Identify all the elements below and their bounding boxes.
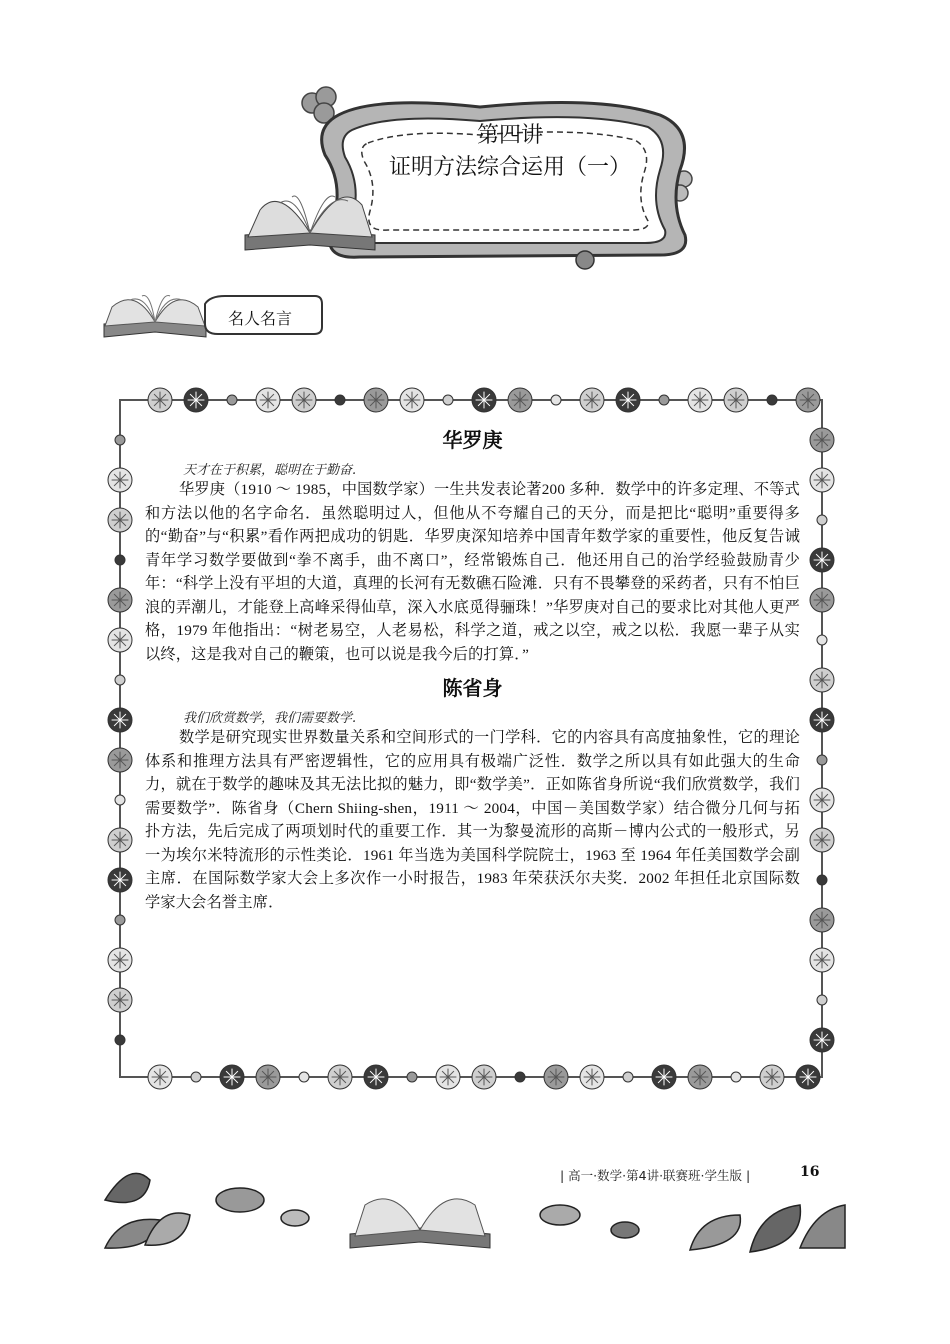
open-book-icon (350, 1199, 490, 1248)
bio-name: 陈省身 (442, 676, 503, 700)
footer-breadcrumb: | 高一·数学·第4讲·联赛班·学生版 | (560, 1168, 751, 1183)
frame-ornament-icon (115, 915, 125, 925)
leaf-icon (105, 1173, 190, 1248)
frame-ornament-icon (191, 1072, 201, 1082)
frame-ornament-icon (299, 1072, 309, 1082)
bio-text: 数学是研究现实世界数量关系和空间形式的一门学科．它的内容具有高度抽象性，它的理论体系和推理方法具有严密逻辑性，它的应用具有极端广泛性．数学之所以具有如此强大的生命力，就在于数学的趣味及其无法比拟的魅力，即“数学美”．正如陈省身所说“我们欣赏数学，我们需要数学”．陈省身（Chern Shiing-shen，1911 ～ 2004，中国－美国数学家）结合微分几何与拓扑方法，先后完成了两项划时代的重要工作．其一为黎曼流形的高斯－博内公式的一般形式，另一为埃尔米特流形的示性类论．1961 年当选为美国科学院院士，1963 至 1964 年任美国数学会副主席．在国际数学家大会上多次作一小时报告，1983 年荣获沃尔夫奖．2002 年担任北京国际数学家大会名誉主席． (145, 729, 800, 911)
frame-ornament-icon (227, 395, 237, 405)
open-book-icon (245, 196, 375, 250)
frame-ornament-icon (443, 395, 453, 405)
frame-ornament-icon (623, 1072, 633, 1082)
frame-ornament-icon (115, 675, 125, 685)
lily-pad-icon (216, 1188, 264, 1212)
frame-ornament-icon (551, 395, 561, 405)
section-label: 名人名言 (227, 309, 292, 328)
frame-ornament-icon (817, 995, 827, 1005)
bio-chern-shiing-shen (145, 672, 800, 914)
frame-ornament-icon (407, 1072, 417, 1082)
frame-ornament-icon (115, 555, 125, 565)
frame-ornament-icon (115, 1035, 125, 1045)
frame-ornament-icon (767, 395, 777, 405)
bio-name: 华罗庚 (442, 428, 503, 452)
frame-ornament-icon (335, 395, 345, 405)
open-book-icon (104, 296, 206, 337)
frame-ornament-icon (817, 875, 827, 885)
frame-ornament-icon (731, 1072, 741, 1082)
frame-ornament-icon (817, 515, 827, 525)
frame-ornament-icon (659, 395, 669, 405)
bio-hua-luogeng (145, 424, 800, 666)
lecture-number-title: 第四讲 (476, 123, 543, 148)
lecture-subtitle: 证明方法综合运用（一） (388, 155, 631, 180)
bio-quote: 我们欣赏数学，我们需要数学. (183, 711, 357, 726)
clover-icon (302, 87, 336, 123)
bio-quote: 天才在于积累，聪明在于勤奋. (183, 463, 357, 478)
frame-ornament-icon (817, 635, 827, 645)
leaf-icon (690, 1205, 845, 1252)
frame-ornament-icon (115, 795, 125, 805)
page-number: 16 (800, 1164, 820, 1180)
bio-text: 华罗庚（1910 ～ 1985，中国数学家）一生共发表论著200 多种．数学中的许多定理、不等式和方法以他的名字命名．虽然聪明过人，但他从不夸耀自己的天分，而是把比“聪明”重要得多的“勤奋”与“积累”看作两把成功的钥匙．华罗庚深知培养中国青年数学家的重要性，他反复告诫青年学习数学要做到“拳不离手，曲不离口”，经常锻炼自己．他还用自己的治学经验鼓励青少年：“科学上没有平坦的大道，真理的长河有无数礁石险滩．只有不畏攀登的采药者，只有不怕巨浪的弄潮儿，才能登上高峰采得仙草，深入水底觅得骊珠！”华罗庚对自己的要求比对其他人更严格，1979 年他指出：“树老易空，人老易松，科学之道，戒之以空，戒之以松．我愿一辈子从实以终，这是我对自己的鞭策，也可以说是我今后的打算．” (145, 481, 800, 663)
frame-ornament-icon (817, 755, 827, 765)
frame-ornament-icon (515, 1072, 525, 1082)
frame-ornament-icon (115, 435, 125, 445)
